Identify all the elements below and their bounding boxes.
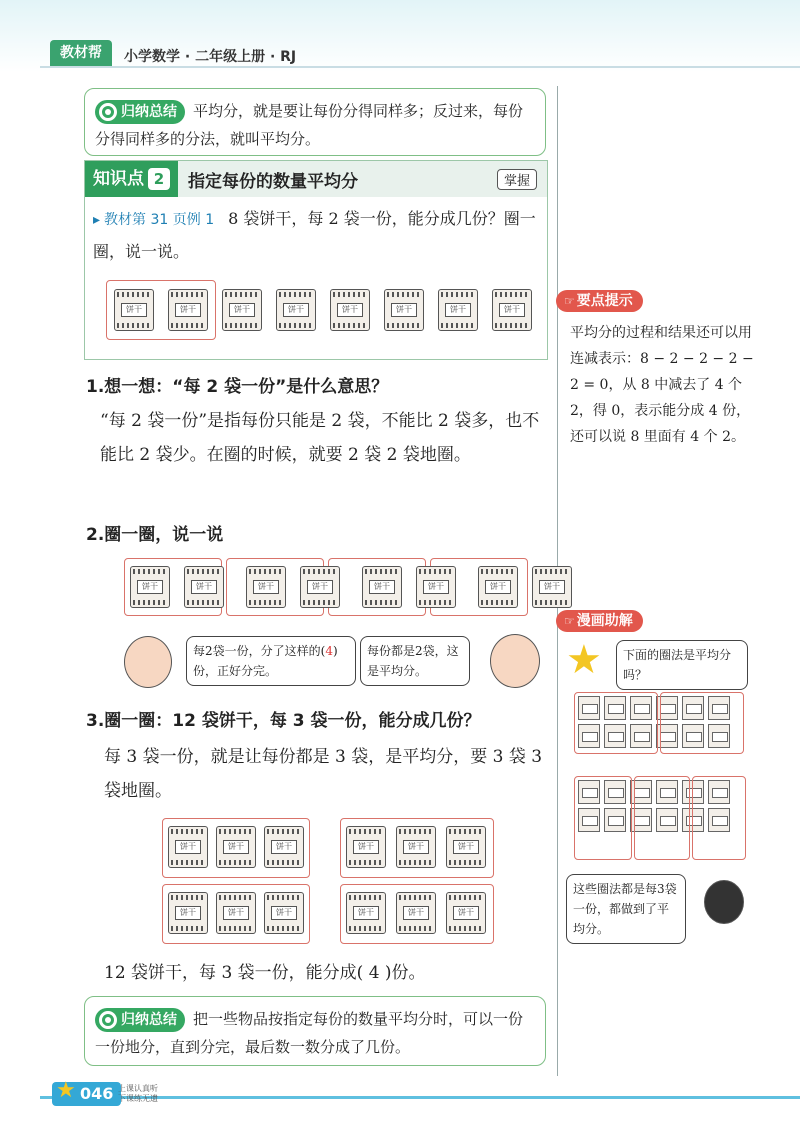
biscuit-bag: 饼干: [184, 566, 224, 608]
girl-speech: 每2袋一份，分了这样的(4)份，正好分完。: [186, 636, 356, 686]
biscuit-bag: 饼干: [532, 566, 572, 608]
summary-tag: 归纳总结: [95, 1008, 185, 1032]
biscuit-bag: 饼干: [438, 289, 478, 331]
star-speech: 下面的圈法是平均分吗？: [616, 640, 748, 690]
bag-row-3c: [168, 892, 304, 934]
bag-row-8: [114, 289, 532, 331]
biscuit-bag: 饼干: [168, 892, 208, 934]
book-title: 小学数学 · 二年级上册 · RJ: [124, 49, 297, 65]
step3-answer-value: 4: [363, 963, 385, 983]
brand-tab: 教材帮: [50, 40, 112, 66]
target-icon: [99, 103, 117, 121]
biscuit-bag: 饼干: [384, 289, 424, 331]
biscuit-bag: 饼干: [300, 566, 340, 608]
step3-text: 每 3 袋一份，就是让每份都是 3 袋，是平均分，要 3 袋 3 袋地圈。: [104, 747, 543, 801]
bag-row-3b: [346, 826, 486, 868]
teacher-speech: 这些圈法都是每3袋一份，都做到了平均分。: [566, 874, 686, 944]
biscuit-bag: 饼干: [264, 826, 304, 868]
star-character-icon: ★: [566, 637, 602, 683]
footer-star-icon: ★: [56, 1078, 76, 1103]
kp-number: 2: [148, 168, 170, 190]
bag-row-3d: [346, 892, 486, 934]
kp-problem-text: 8 袋饼干，每 2 袋一份，能分成几份？圈一圈，说一说。: [93, 209, 536, 261]
teacher-icon: [704, 880, 744, 924]
biscuit-bag: 饼干: [396, 826, 436, 868]
biscuit-bag: 饼干: [264, 892, 304, 934]
biscuit-bag: 饼干: [416, 566, 456, 608]
biscuit-bag: 饼干: [446, 826, 486, 868]
kp-level-badge: 掌握: [497, 169, 537, 190]
biscuit-bag: 饼干: [492, 289, 532, 331]
hand-pointer-icon: ☞: [564, 294, 575, 308]
comic-circle: [660, 692, 744, 754]
step2-title: 2.圈一圈，说一说: [86, 525, 224, 545]
biscuit-bag: 饼干: [216, 892, 256, 934]
girl-icon: [124, 636, 172, 688]
biscuit-bag: 饼干: [362, 566, 402, 608]
kp-header: [85, 161, 547, 197]
tip-text: 平均分的过程和结果还可以用连减表示：8 − 2 − 2 − 2 − 2 = 0，从 8 中减去了 4 个 2，得 0，表示能分成 4 份，还可以说 8 里面有 4 个 2。: [570, 325, 754, 445]
step3-answer: 12 袋饼干，每 3 袋一份，能分成( 4 )份。: [104, 963, 426, 983]
biscuit-bag: 饼干: [114, 289, 154, 331]
comic-circle: [574, 692, 658, 754]
tip-tag: ☞ 要点提示: [556, 290, 643, 312]
summary-box-2: [84, 996, 546, 1066]
textbook-ref: ▸ 教材第 31 页例 1: [93, 212, 214, 228]
biscuit-bag: 饼干: [216, 826, 256, 868]
kp-problem: [85, 197, 547, 268]
step1-text: “每 2 袋一份”是指每份只能是 2 袋，不能比 2 袋多，也不能比 2 袋少。在圈的时候，就要 2 袋 2 袋地圈。: [100, 411, 540, 465]
kp-title: 指定每份的数量平均分: [188, 171, 358, 192]
bag-row-3a: [168, 826, 304, 868]
hand-pointer-icon: ☞: [564, 614, 575, 628]
biscuit-bag: 饼干: [396, 892, 436, 934]
girl-answer: 4: [325, 644, 333, 658]
boy-speech: 每份都是2袋，这是平均分。: [360, 636, 470, 686]
summary-box-1: [84, 88, 546, 156]
comic-circle: [634, 776, 690, 860]
biscuit-bag: 饼干: [168, 826, 208, 868]
biscuit-bag: 饼干: [446, 892, 486, 934]
step1-title: 1.想一想：“每 2 袋一份”是什么意思？: [86, 377, 389, 397]
biscuit-bag: 饼干: [246, 566, 286, 608]
summary-tag: 归纳总结: [95, 100, 185, 124]
boy-icon: [490, 634, 540, 688]
comic-tag: ☞ 漫画助解: [556, 610, 643, 632]
bag-row-step2: [130, 566, 572, 608]
biscuit-bag: 饼干: [346, 892, 386, 934]
biscuit-bag: 饼干: [346, 826, 386, 868]
biscuit-bag: 饼干: [276, 289, 316, 331]
target-icon: [99, 1011, 117, 1029]
footer-note: 上课认真听 下课练无遗: [118, 1084, 158, 1103]
biscuit-bag: 饼干: [478, 566, 518, 608]
biscuit-bag: 饼干: [130, 566, 170, 608]
comic-circle: [574, 776, 632, 860]
biscuit-bag: 饼干: [168, 289, 208, 331]
summary-text: 把一些物品按指定每份的数量平均分时，可以一份一份地分，直到分完，最后数一数分成了几份。: [95, 1010, 524, 1056]
biscuit-bag: 饼干: [330, 289, 370, 331]
summary-text: 平均分，就是要让每份分得同样多；反过来，每份分得同样多的分法，就叫平均分。: [95, 102, 524, 148]
page-number: 046: [52, 1082, 121, 1106]
biscuit-bag: 饼干: [222, 289, 262, 331]
comic-circle: [692, 776, 746, 860]
kp-badge: 知识点 2: [85, 161, 178, 197]
step3-title: 3.圈一圈：12 袋饼干，每 3 袋一份，能分成几份？: [86, 711, 481, 731]
